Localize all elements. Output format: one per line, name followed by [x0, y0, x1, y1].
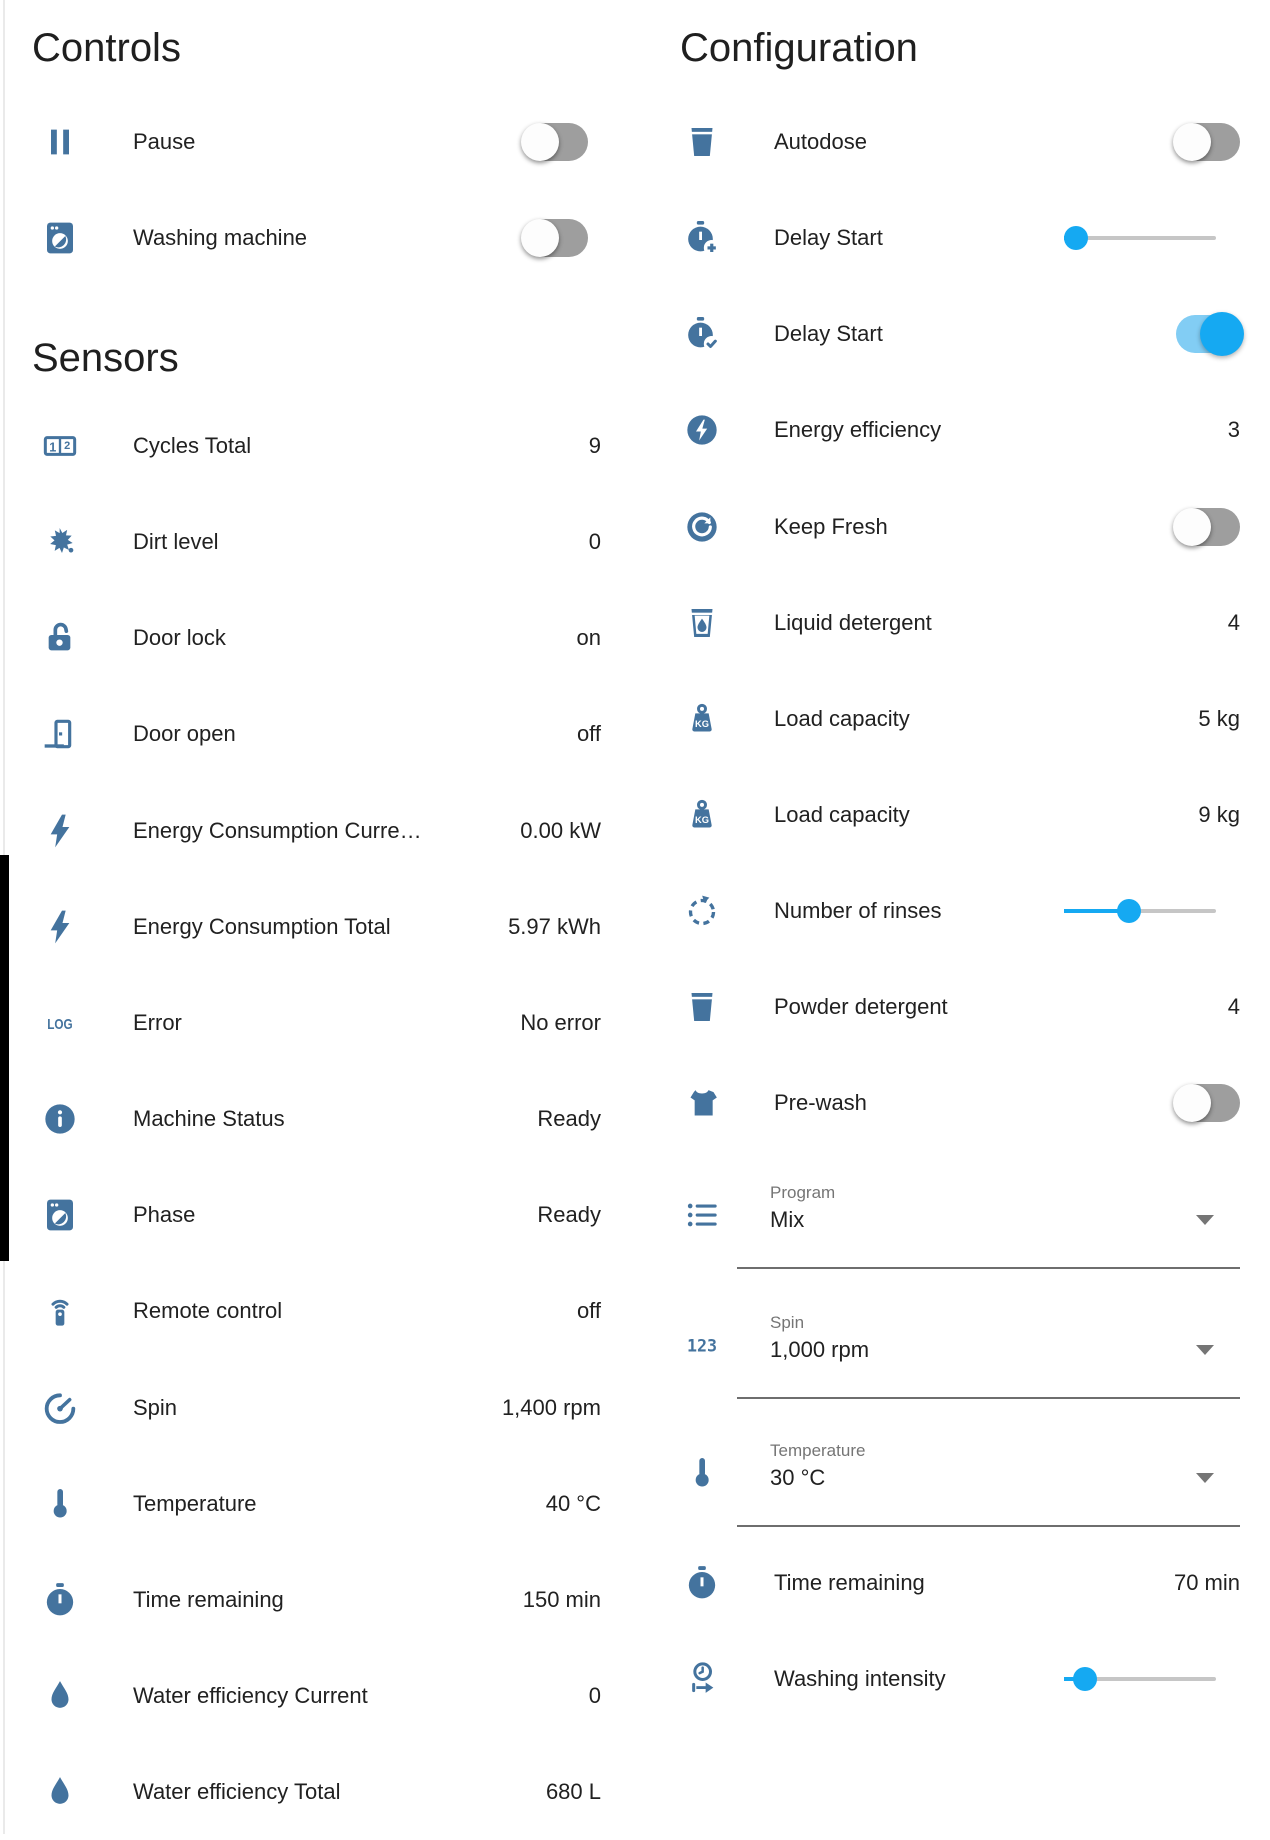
dropdown-caret-icon[interactable] [1196, 1473, 1214, 1483]
sensor-label: Dirt level [133, 529, 219, 554]
sensor-row-temperature[interactable] [40, 1456, 601, 1552]
cup-icon [682, 987, 722, 1027]
slider-knob[interactable] [1073, 1667, 1097, 1691]
timer-check-icon [682, 314, 722, 354]
control-label: Pause [133, 129, 196, 154]
select-field[interactable] [737, 1413, 1240, 1527]
config-label: Keep Fresh [774, 514, 888, 539]
sensor-row-dirt-level[interactable] [40, 494, 601, 590]
config-row-powder-detergent[interactable] [682, 959, 1240, 1055]
flash-icon [40, 811, 80, 851]
number-of-rinses-slider[interactable] [1064, 892, 1216, 930]
information-icon [40, 1099, 80, 1139]
numeric-123-icon [682, 1325, 722, 1365]
config-value: 70 min [1173, 1570, 1240, 1595]
sensor-value: 0 [588, 1683, 601, 1708]
slider-knob[interactable] [1064, 226, 1088, 250]
configuration-section-title: Configuration [680, 26, 918, 70]
sensor-row-energy-consumption-total[interactable] [40, 879, 601, 975]
weight-kilogram-icon [682, 699, 722, 739]
sensor-value: off [576, 721, 601, 746]
slider-knob[interactable] [1117, 899, 1141, 923]
sensor-value: Ready [537, 1202, 601, 1227]
flash-icon [40, 907, 80, 947]
remote-icon [40, 1291, 80, 1331]
sensor-row-phase[interactable] [40, 1167, 601, 1263]
autodose-toggle[interactable] [1176, 123, 1240, 161]
weight-kilogram-icon [682, 795, 722, 835]
sensor-label: Door open [133, 721, 236, 746]
sensor-value: off [576, 1298, 601, 1323]
pause-toggle[interactable] [524, 123, 588, 161]
keep-fresh-toggle[interactable] [1176, 508, 1240, 546]
config-label: Load capacity [774, 706, 910, 731]
control-row-washing-machine[interactable] [40, 190, 601, 286]
sensor-label: Temperature [133, 1491, 257, 1516]
delay-start-slider[interactable] [1064, 219, 1216, 257]
sensor-row-cycles-total[interactable] [40, 398, 601, 494]
tshirt-icon [682, 1083, 722, 1123]
config-label: Liquid detergent [774, 610, 932, 635]
config-label: Autodose [774, 129, 867, 154]
program-select[interactable] [682, 1155, 1240, 1269]
dirt-level-icon [40, 522, 80, 562]
sensor-value: on [576, 625, 601, 650]
thermometer-icon [40, 1484, 80, 1524]
clock-arrow-icon [682, 1659, 722, 1699]
door-open-icon [40, 714, 80, 754]
config-label: Time remaining [774, 1570, 925, 1595]
control-label: Washing machine [133, 225, 308, 250]
sensors-section-title: Sensors [32, 336, 179, 380]
controls-section-title: Controls [32, 26, 181, 70]
sensor-value: 150 min [522, 1587, 601, 1612]
sensor-value: 5.97 kWh [508, 914, 601, 939]
select-label: Temperature [770, 1441, 866, 1460]
config-value: 3 [1227, 417, 1240, 442]
sensor-value: Ready [537, 1106, 601, 1131]
sensor-value: 0.00 kW [520, 818, 601, 843]
sensor-label: Machine Status [133, 1106, 285, 1131]
sensor-label: Time remaining [133, 1587, 284, 1612]
select-label: Spin [770, 1313, 805, 1332]
sensor-label: Door lock [133, 625, 226, 650]
select-label: Program [770, 1183, 836, 1202]
select-field[interactable] [737, 1285, 1240, 1399]
sensor-label: Energy Consumption Total [133, 914, 391, 939]
delay-start-toggle[interactable] [1176, 315, 1240, 353]
gauge-icon [40, 1388, 80, 1428]
config-label: Powder detergent [774, 994, 948, 1019]
config-row-delay-start-toggle[interactable] [682, 286, 1240, 382]
select-value: Mix [770, 1207, 805, 1232]
thermometer-icon [682, 1453, 722, 1493]
sensor-row-water-efficiency-current[interactable] [40, 1648, 601, 1744]
config-row-energy-efficiency[interactable] [682, 382, 1240, 478]
config-row-autodose[interactable] [682, 94, 1240, 190]
format-list-icon [682, 1195, 722, 1235]
log-icon [40, 1003, 80, 1043]
select-field[interactable] [737, 1155, 1240, 1269]
dropdown-caret-icon[interactable] [1196, 1215, 1214, 1225]
sensor-label: Water efficiency Current [133, 1683, 368, 1708]
rotate-dashed-icon [682, 891, 722, 931]
sensor-label: Energy Consumption Curre… [133, 818, 422, 843]
config-label: Delay Start [774, 321, 883, 346]
washing-intensity-slider[interactable] [1064, 1660, 1216, 1698]
config-value: 4 [1227, 610, 1240, 635]
sensor-value: 9 [588, 433, 601, 458]
sensor-row-remote-control[interactable] [40, 1263, 601, 1359]
config-row-washing-intensity[interactable] [682, 1631, 1240, 1727]
temperature-select[interactable] [682, 1413, 1240, 1527]
config-value: 4 [1227, 994, 1240, 1019]
config-row-liquid-detergent[interactable] [682, 575, 1240, 671]
sensor-row-machine-status[interactable] [40, 1071, 601, 1167]
sensor-value: No error [520, 1010, 601, 1035]
sensor-value: 680 L [545, 1779, 601, 1804]
sensor-row-water-efficiency-total[interactable] [40, 1744, 601, 1840]
sensor-row-spin[interactable] [40, 1360, 601, 1456]
sensor-label: Cycles Total [133, 433, 252, 458]
cup-water-icon [682, 603, 722, 643]
config-value: 5 kg [1198, 706, 1240, 731]
pre-wash-toggle[interactable] [1176, 1084, 1240, 1122]
sensor-label: Remote control [133, 1298, 283, 1323]
config-row-keep-fresh[interactable] [682, 479, 1240, 575]
washing-machine-icon [40, 218, 80, 258]
timer-icon [682, 1563, 722, 1603]
sensor-value: 1,400 rpm [501, 1395, 601, 1420]
scrollbar-thumb[interactable] [0, 855, 9, 1261]
select-value: 30 °C [770, 1465, 826, 1490]
config-row-time-remaining[interactable] [682, 1535, 1240, 1631]
dropdown-caret-icon[interactable] [1196, 1345, 1214, 1355]
refresh-circle-icon [682, 507, 722, 547]
config-row-pre-wash[interactable] [682, 1055, 1240, 1151]
sensor-label: Phase [133, 1202, 196, 1227]
sensor-row-error[interactable] [40, 975, 601, 1071]
config-row-number-of-rinses[interactable] [682, 863, 1240, 959]
config-label: Load capacity [774, 802, 910, 827]
lock-open-icon [40, 618, 80, 658]
sensor-row-door-lock[interactable] [40, 590, 601, 686]
config-row-delay-start-slider[interactable] [682, 190, 1240, 286]
spin-select[interactable] [682, 1285, 1240, 1399]
water-drop-icon [40, 1772, 80, 1812]
sensor-row-energy-consumption-current[interactable] [40, 783, 601, 879]
control-row-pause[interactable] [40, 94, 601, 190]
sensor-value: 40 °C [545, 1491, 601, 1516]
washing-machine-toggle[interactable] [524, 219, 588, 257]
config-row-load-capacity-1[interactable] [682, 671, 1240, 767]
config-label: Energy efficiency [774, 417, 942, 442]
sensor-label: Error [133, 1010, 182, 1035]
config-label: Delay Start [774, 225, 883, 250]
water-drop-icon [40, 1676, 80, 1716]
sensor-label: Spin [133, 1395, 178, 1420]
timer-icon [40, 1580, 80, 1620]
sensor-label: Water efficiency Total [133, 1779, 341, 1804]
select-value: 1,000 rpm [770, 1337, 870, 1362]
sensor-row-time-remaining[interactable] [40, 1552, 601, 1648]
timer-plus-icon [682, 218, 722, 258]
pause-icon [40, 122, 80, 162]
config-value: 9 kg [1198, 802, 1240, 827]
sensor-value: 0 [588, 529, 601, 554]
config-label: Washing intensity [774, 1666, 946, 1691]
washing-machine-icon [40, 1195, 80, 1235]
flash-circle-icon [682, 410, 722, 450]
config-label: Pre-wash [774, 1090, 867, 1115]
cup-icon [682, 122, 722, 162]
sensor-row-door-open[interactable] [40, 686, 601, 782]
config-label: Number of rinses [774, 898, 942, 923]
counter-icon [40, 426, 80, 466]
config-row-load-capacity-2[interactable] [682, 767, 1240, 863]
